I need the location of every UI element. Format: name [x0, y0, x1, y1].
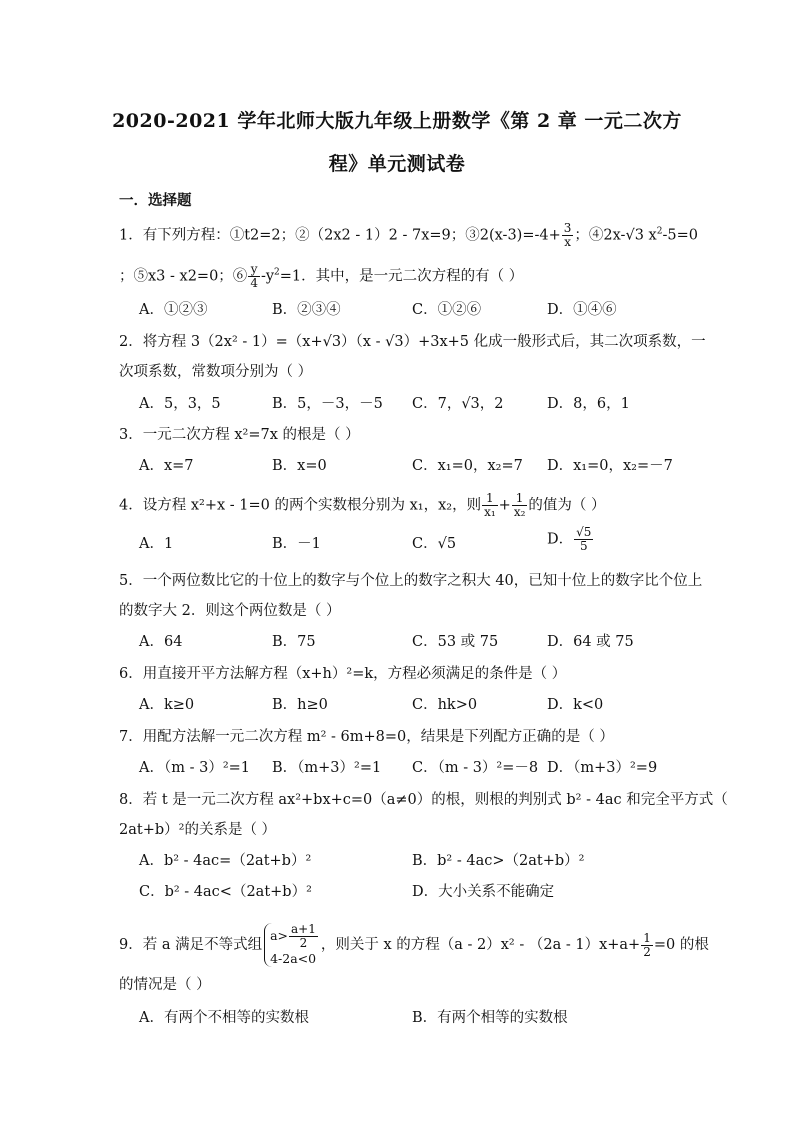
- q7-option-d: D．（m+3）²=9: [547, 760, 658, 776]
- q8-option-d: D．大小关系不能确定: [412, 884, 555, 900]
- question-1: 1．有下列方程：①t2=2；②（2x2 - 1）2 - 7x=9；③2(x-3)=-4+ $\frac{3}{x}$ ；④2x-√3 $x^2-5=0$: [119, 221, 698, 249]
- question-5-line-2: 的数字大 2．则这个两位数是（ ）: [119, 603, 341, 619]
- q3-option-d: D．x₁=0，x₂=－7: [547, 458, 673, 474]
- question-2-line-2: 次项系数，常数项分别为（ ）: [119, 364, 313, 380]
- question-8-line-2: 2at+b）²的关系是（ ）: [119, 822, 277, 838]
- q1-option-b: B．②③④: [272, 302, 341, 318]
- q8-option-a: A．b² - 4ac=（2at+b）²: [139, 853, 312, 869]
- question-9: 9．若 a 满足不等式组 a> $\frac{a+1}{2}$ 4-2a<0 ，则关于 x 的方程（a - 2）x² - （2a - 1）x+a+ $\frac{1}{2}$ =0 的根: [119, 922, 709, 966]
- inequality-system: a> $\frac{a+1}{2}$ 4-2a<0: [264, 923, 319, 967]
- fraction: $\frac{1}{\text{x₁}}$: [484, 491, 496, 519]
- fraction: $\frac{1}{\text{x₂}}$: [513, 491, 526, 519]
- q2-option-b: B．5，－3，－5: [272, 396, 383, 412]
- q7-option-c: C．（m - 3）²=－8: [412, 760, 539, 776]
- fraction: $\frac{y}{4}$: [250, 262, 258, 290]
- q1-option-c: C．①②⑥: [412, 302, 482, 318]
- q6-option-b: B．h≥0: [272, 697, 328, 713]
- q9-option-a: A．有两个不相等的实数根: [139, 1010, 309, 1026]
- q4-option-a: A．1: [139, 536, 174, 552]
- q3-option-c: C．x₁=0，x₂=7: [412, 458, 523, 474]
- q5-option-c: C．53 或 75: [412, 634, 499, 650]
- q4-option-d: D． $\frac{√5}{5}$: [547, 525, 592, 553]
- question-4: 4．设方程 x²+x - 1=0 的两个实数根分别为 x₁，x₂，则 $\frac{1}{\text{x₁}}$ + $\frac{1}{\text{x₂}}$ 的值为（ ）: [119, 491, 606, 519]
- question-5: 5．一个两位数比它的十位上的数字与个位上的数字之积大 40，已知十位上的数字比个位上: [119, 573, 703, 589]
- q1-option-a: A．①②③: [139, 302, 208, 318]
- q3-option-a: A．x=7: [139, 458, 194, 474]
- question-7: 7．用配方法解一元二次方程 m² - 6m+8=0，结果是下列配方正确的是（ ）: [119, 729, 614, 745]
- q5-option-a: A．64: [139, 634, 183, 650]
- question-9-line-2: 的情况是（ ）: [119, 977, 211, 993]
- q6-option-c: C．hk>0: [412, 697, 478, 713]
- q9-option-b: B．有两个相等的实数根: [412, 1010, 568, 1026]
- q1-option-d: D．①④⑥: [547, 302, 617, 318]
- q7-option-a: A．（m - 3）²=1: [139, 760, 251, 776]
- q8-option-c: C．b² - 4ac<（2at+b）²: [139, 884, 312, 900]
- question-8: 8．若 t 是一元二次方程 ax²+bx+c=0（a≠0）的根，则根的判别式 b² - 4ac 和完全平方式（: [119, 792, 728, 808]
- q5-option-b: B．75: [272, 634, 316, 650]
- q8-option-b: B．b² - 4ac>（2at+b）²: [412, 853, 585, 869]
- q2-option-a: A．5，3，5: [139, 396, 221, 412]
- page-title-continued: 程》单元测试卷: [328, 153, 466, 175]
- page-title: 2020-2021 学年北师大版九年级上册数学《第 2 章 一元二次方: [112, 110, 682, 132]
- q6-option-d: D．k<0: [547, 697, 604, 713]
- question-1-line-2: ；⑤x3 - x2=0；⑥ $\frac{y}{4}$ $-y^2=1$．其中，是一元二次方程的有（ ）: [119, 262, 524, 290]
- q4-option-b: B．－1: [272, 536, 321, 552]
- question-2: 2．将方程 3（2x² - 1）=（x+√3）（x - √3）+3x+5 化成一般形式后，其二次项系数，一: [119, 334, 706, 350]
- q6-option-a: A．k≥0: [139, 697, 195, 713]
- question-1-text: 1．有下列方程：①t2=2；②（2x2 - 1）2 - 7x=9；③2(x-3)=-4+: [119, 227, 561, 244]
- question-6: 6．用直接开平方法解方程（x+h）²=k，方程必须满足的条件是（ ）: [119, 666, 567, 682]
- q5-option-d: D．64 或 75: [547, 634, 634, 650]
- section-heading: 一．选择题: [119, 192, 192, 209]
- q4-option-c: C．√5: [412, 536, 457, 552]
- fraction: $\frac{√5}{5}$: [576, 525, 592, 553]
- fraction: $\frac{3}{x}$: [563, 221, 572, 249]
- q2-option-c: C．7，√3，2: [412, 396, 504, 412]
- q7-option-b: B．（m+3）²=1: [272, 760, 382, 776]
- fraction: $\frac{1}{2}$: [643, 930, 651, 959]
- q3-option-b: B．x=0: [272, 458, 327, 474]
- fraction: $\frac{a+1}{2}$: [291, 922, 316, 950]
- q2-option-d: D．8，6，1: [547, 396, 630, 412]
- question-3: 3．一元二次方程 x²=7x 的根是（ ）: [119, 427, 360, 443]
